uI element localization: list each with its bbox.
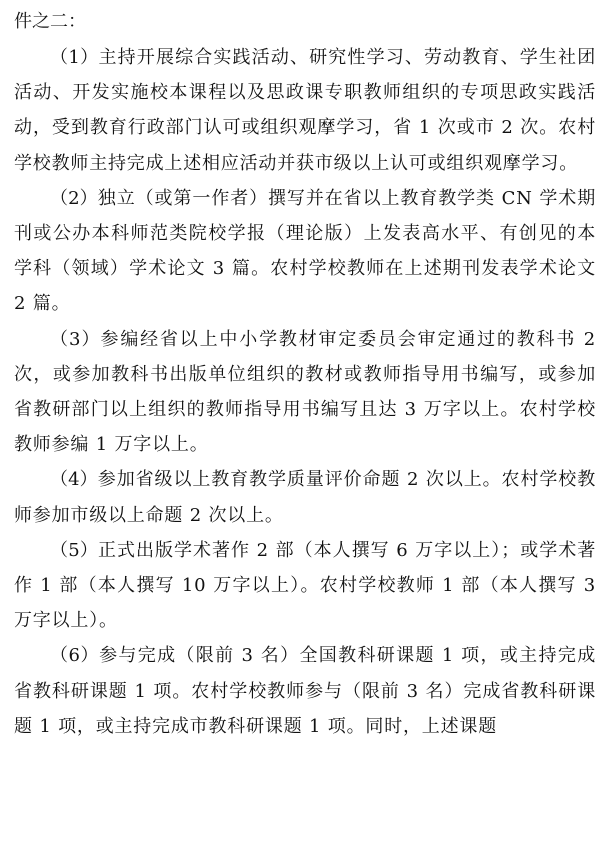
item-number: （1）	[50, 47, 99, 68]
item-number: （2）	[50, 187, 98, 209]
item-number: （6）	[50, 645, 100, 667]
item-number: （5）	[50, 539, 99, 561]
list-item-1	[14, 40, 596, 181]
list-item-4	[14, 462, 596, 532]
item-text: 参与完成（限前 3 名）全国教科研课题 1 项，或主持完成省教科研课题 1 项。农村学校教师参与（限前 3 名）完成省教科研课题 1 项，或主持完成市教科研课题 1 项。同时，上述课题	[14, 645, 596, 737]
item-text: 独立（或第一作者）撰写并在省以上教育教学类 CN 学术期刊或公办本科师范类院校学报（理论版）上发表高水平、有创见的本学科（领域）学术论文 3 篇。农村学校教师在上述期刊发表学术论文 2 篇。	[14, 187, 596, 315]
list-item-5	[14, 533, 596, 639]
item-text: 正式出版学术著作 2 部（本人撰写 6 万字以上）；或学术著作 1 部（本人撰写 10 万字以上）。农村学校教师 1 部（本人撰写 3 万字以上）。	[14, 539, 596, 632]
list-item-6	[14, 638, 596, 744]
document-lead-fragment: 件之二：	[14, 11, 86, 32]
item-number: （3）	[50, 328, 101, 350]
item-text: 主持开展综合实践活动、研究性学习、劳动教育、学生社团活动、开发实施校本课程以及思政课专职教师组织的专项思政实践活动，受到教育行政部门认可或组织观摩学习，省 1 次或市 2 次。农村学校教师主持完成上述相应活动并获市级以上认可或组织观摩学习。	[14, 47, 596, 174]
item-text: 参加省级以上教育教学质量评价命题 2 次以上。农村学校教师参加市级以上命题 2 次以上。	[14, 469, 597, 526]
item-number: （4）	[50, 469, 98, 491]
item-text: 参编经省以上中小学教材审定委员会审定通过的教科书 2 次，或参加教科书出版单位组织的教材或教师指导用书编写，或参加省教研部门以上组织的教师指导用书编写且达 3 万字以上。农村学校教师参编 1 万字以上。	[14, 328, 596, 456]
list-item-3	[14, 322, 596, 463]
list-item-2	[14, 181, 596, 322]
